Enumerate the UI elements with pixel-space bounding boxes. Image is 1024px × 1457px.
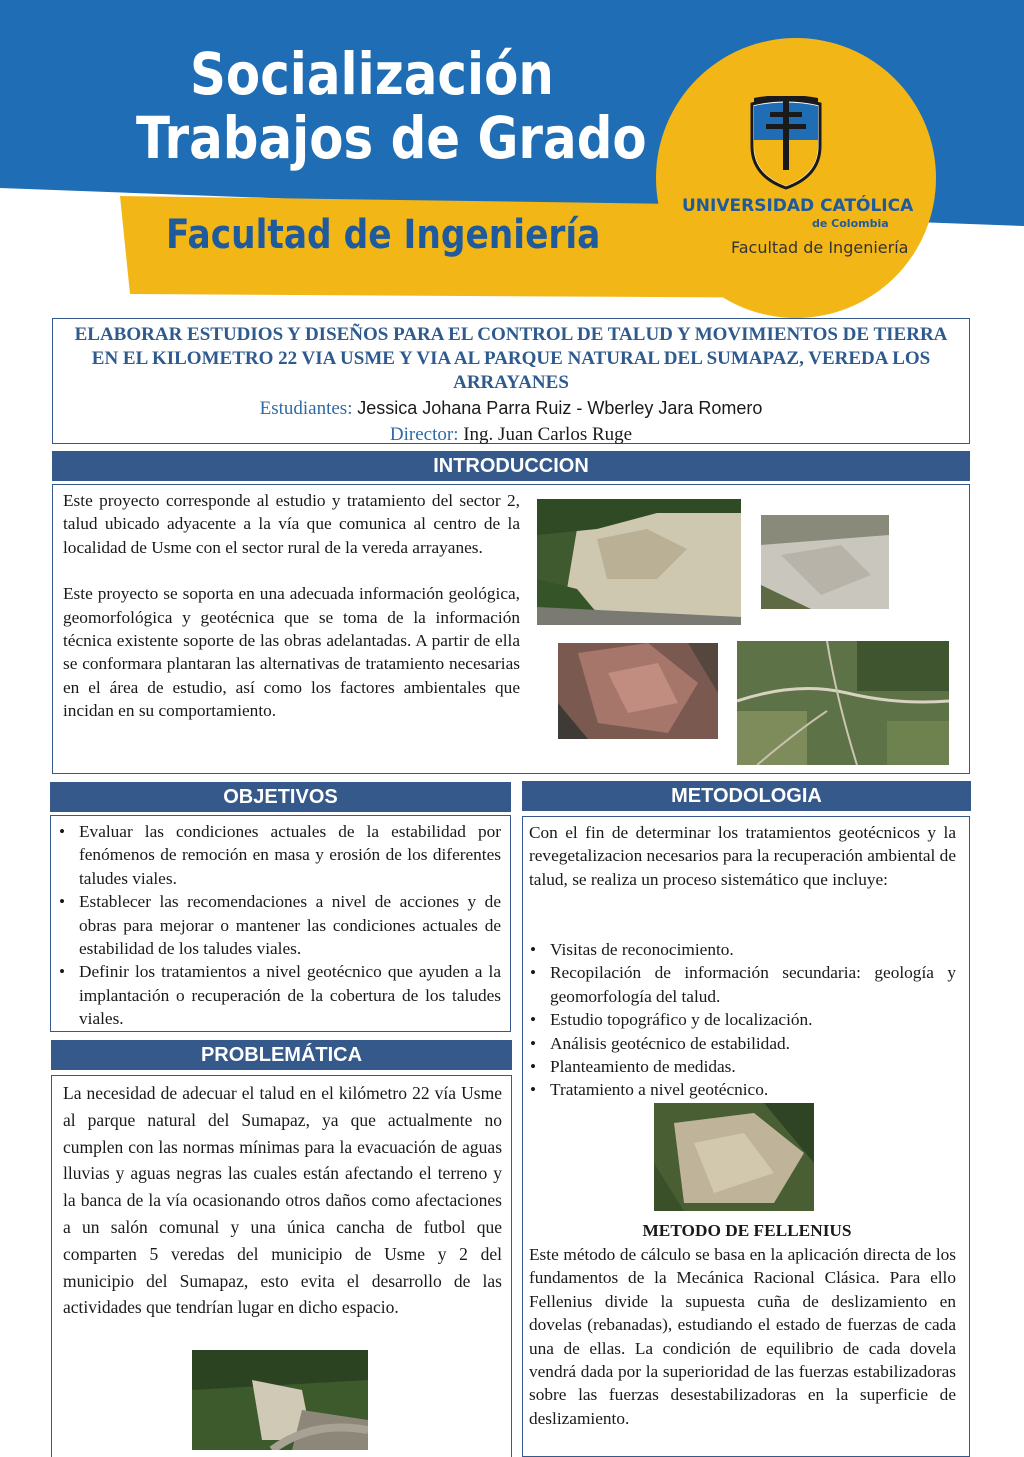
method-list (526, 938, 956, 1102)
header-faculty: Facultad de Ingeniería (166, 212, 601, 258)
intro-paragraph-1: Este proyecto corresponde al estudio y tratamiento del sector 2, talud ubicado adyacente a la vía que comunica al centro de la localidad de Usme con el sector rural de la vereda arrayanes. (63, 491, 520, 557)
photo-rock-face (761, 515, 889, 609)
objectives-box (50, 815, 511, 1032)
method-item: • Visitas de reconocimiento. (526, 938, 956, 961)
method-box (522, 816, 970, 1457)
problem-text: La necesidad de adecuar el talud en el kilómetro 22 vía Usme al parque natural del Sumapaz, ya que actualmente no cumplen con las normas mínimas para la evacuación de aguas lluvias y aguas negras las cuales están afectando el terreno y la banca de la vía ocasionando otros daños como afectaciones a un salón comunal y una única cancha de futbol que comparten 5 veredas del municipio de Usme y 2 del municipio del Sumapaz, esto evita el desarrollo de las actividades que tendrían lugar en dicho espacio. (63, 1083, 502, 1318)
poster-header (0, 0, 1024, 320)
university-shield-icon (748, 96, 824, 190)
method-item: • Estudio topográfico y de localización. (526, 1008, 956, 1031)
photo-red-rock (558, 643, 718, 739)
director-label: Director: (389, 424, 459, 445)
photo-slope-road (537, 499, 741, 625)
intro-text (63, 489, 520, 723)
method-item: • Planteamiento de medidas. (526, 1055, 956, 1078)
photo-eroded-slope (654, 1103, 814, 1211)
photo-road-slope (192, 1350, 368, 1450)
objectives-heading: OBJETIVOS (50, 782, 511, 812)
fellenius-title: METODO DE FELLENIUS (642, 1221, 852, 1240)
objectives-list (55, 820, 501, 1031)
method-intro: Con el fin de determinar los tratamientos geotécnicos y la revegetalizacion necesarios para la recuperación ambiental de talud, se realiza un proceso sistemático que incluye: (529, 823, 956, 889)
objective-item: • Establecer las recomendaciones a nivel de acciones y de obras para mejorar o mantener las condiciones actuales de estabilidad de los taludes viales. (55, 890, 501, 960)
students-label: Estudiantes: (259, 398, 353, 419)
project-title-box (52, 318, 970, 444)
students-line (53, 395, 969, 422)
intro-heading: INTRODUCCION (52, 451, 970, 481)
university-faculty: Facultad de Ingeniería (731, 238, 909, 257)
director-line (53, 422, 969, 448)
intro-box (52, 484, 970, 774)
university-name: UNIVERSIDAD CATÓLICA (682, 196, 914, 216)
method-item: • Análisis geotécnico de estabilidad. (526, 1032, 956, 1055)
method-item: • Tratamiento a nivel geotécnico. (526, 1078, 956, 1101)
method-heading: METODOLOGIA (522, 781, 971, 811)
objective-item: • Definir los tratamientos a nivel geotécnico que ayuden a la implantación o recuperación de la cobertura de los taludes viales. (55, 960, 501, 1030)
problem-box (51, 1075, 512, 1457)
students-names: Jessica Johana Parra Ruiz - Wberley Jara Romero (357, 398, 763, 418)
director-name: Ing. Juan Carlos Ruge (463, 424, 633, 445)
method-item: • Recopilación de información secundaria: geología y geomorfología del talud. (526, 961, 956, 1008)
photo-aerial-view (737, 641, 949, 765)
intro-paragraph-2: Este proyecto se soporta en una adecuada información geológica, geomorfológica y geotécnica que se toma de la información técnica existente soporte de las obras adelantadas. A partir de ella se conformara plantaran las alternativas de tratamiento necesarias en el área de estudio, así como los factores ambientales que incidan en su comportamiento. (63, 584, 520, 721)
header-title-line2: Trabajos de Grado (136, 104, 647, 172)
project-title: ELABORAR ESTUDIOS Y DISEÑOS PARA EL CONTROL DE TALUD Y MOVIMIENTOS DE TIERRA EN EL KILOMETRO 22 VIA USME Y VIA AL PARQUE NATURAL DEL SUMAPAZ, VEREDA LOS ARRAYANES (74, 324, 948, 393)
university-subtitle: de Colombia (812, 217, 889, 230)
fellenius-text: Este método de cálculo se basa en la aplicación directa de los fundamentos de la Mecánica Racional Clásica. Para ello Fellenius divide la supuesta cuña de deslizamiento en dovelas (rebanadas), estudiando el estado de fuerzas de cada una de ellas. La condición de equilibrio de cada dovela vendrá dada por la superioridad de las fuerzas estabilizadoras sobre las fuerzas desestabilizadoras en la superficie de deslizamiento. (529, 1245, 956, 1428)
header-title-line1: Socialización (190, 40, 554, 108)
problem-heading: PROBLEMÁTICA (51, 1040, 512, 1070)
objective-item: • Evaluar las condiciones actuales de la estabilidad por fenómenos de remoción en masa y erosión de los diferentes taludes viales. (55, 820, 501, 890)
